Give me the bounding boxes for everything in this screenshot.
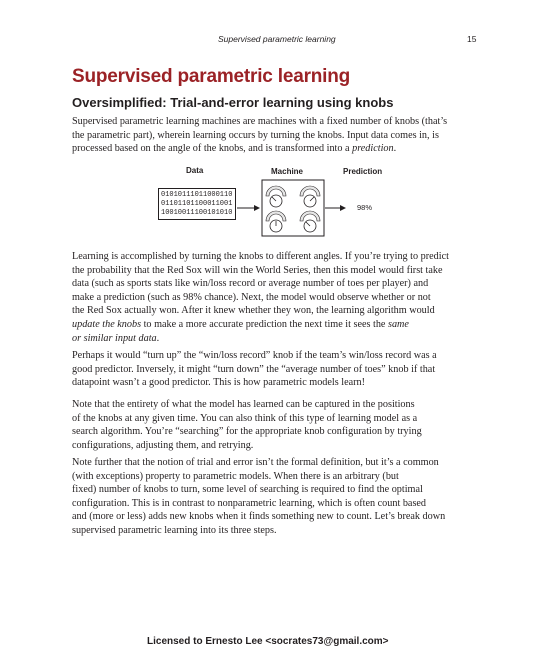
text-line: configurations, adjusting them, and retrying. [72,439,254,451]
data-row: 10010011100101010 [161,209,233,217]
text-line: Supervised parametric learning machines are machines with a fixed number of knobs (that’s [72,116,448,127]
page-number: 15 [467,34,477,44]
data-row: 01101101100011001 [161,200,233,208]
text-line: make a prediction (such as 98% chance). Next, the model would observe whether or not [72,291,431,303]
text-line: search algorithm. You’re “searching” for the appropriate knob configuration by trying [72,426,422,438]
paragraph-knob-example [72,349,492,390]
running-header [0,34,550,48]
text-line [72,142,492,156]
text-line: supervised parametric learning into its three steps. [72,524,277,536]
prediction-label: Prediction [343,167,383,176]
text-line: Perhaps it would “turn up” the “win/loss record” knob if the team’s win/loss record was a [72,350,437,361]
text-line: Learning is accomplished by turning the knobs to different angles. If you’re trying to predict [72,251,449,262]
prediction-value: 98% [357,203,373,212]
emphasis-same: same [388,318,409,330]
license-footer: Licensed to Ernesto Lee <socrates73@gmail.com> [147,636,389,647]
text-line [72,318,492,332]
text-line [72,332,492,346]
text-line: the probability that the Red Sox will win the World Series, then this model would first take [72,264,443,276]
text-line: configuration. This is in contrast to nonparametric learning, which is often count based [72,497,427,509]
text-line: the parametric part), wherein learning occurs by turning the knobs. Input data comes in, is [72,129,439,141]
text-line: Note further that the notion of trial and error isn’t the formal definition, but it’s a common [72,457,439,468]
text-line: data (such as sports stats like win/loss record or average number of toes per player) and [72,278,429,290]
text-line: Note that the entirety of what the model has learned can be captured in the positions [72,399,415,410]
parametric-machine-figure [0,160,550,250]
text-line: the Red Sox actually won. After it knew whether they won, the learning algorithm would [72,305,435,317]
text-fragment: to make a more accurate prediction the next time it sees the [141,318,388,330]
text-fragment: processed based on the angle of the knobs, and is transformed into a [72,143,353,155]
text-line: fixed) number of knobs to turn, some level of searching is required to find the optimal [72,484,423,496]
text-line: good predictor. Inversely, it might “turn down” the “average number of toes” knob if that [72,363,436,375]
text-line: (with exceptions) property to parametric models. When there is an arbitrary (but [72,470,399,482]
emphasis-update-knobs: update the knobs [72,318,142,330]
data-row: 01010111011000110 [161,191,233,199]
emphasis-similar-input: or similar input data [72,332,157,344]
paragraph-intro [72,115,492,156]
section-title: Supervised parametric learning [72,66,351,87]
emphasis-prediction: prediction [352,143,394,155]
text-line: of the knobs at any given time. You can also think of this type of learning model as a [72,412,418,424]
paragraph-learning [72,250,492,345]
text-line: datapoint wasn’t a good predictor. This is how parametric models learn! [72,377,366,389]
text-line: and (more or less) adds new knobs when it finds something new to count. Let’s break down [72,511,446,523]
machine-label: Machine [271,167,304,176]
text-fragment: . [156,332,160,344]
data-label: Data [186,166,204,175]
figure-graphics [0,160,550,250]
running-title: Supervised parametric learning [218,34,336,44]
paragraph-search [72,398,492,452]
subsection-title: Oversimplified: Trial-and-error learning using knobs [72,95,394,110]
paragraph-trial-error [72,456,492,538]
text-fragment: . [393,143,397,155]
